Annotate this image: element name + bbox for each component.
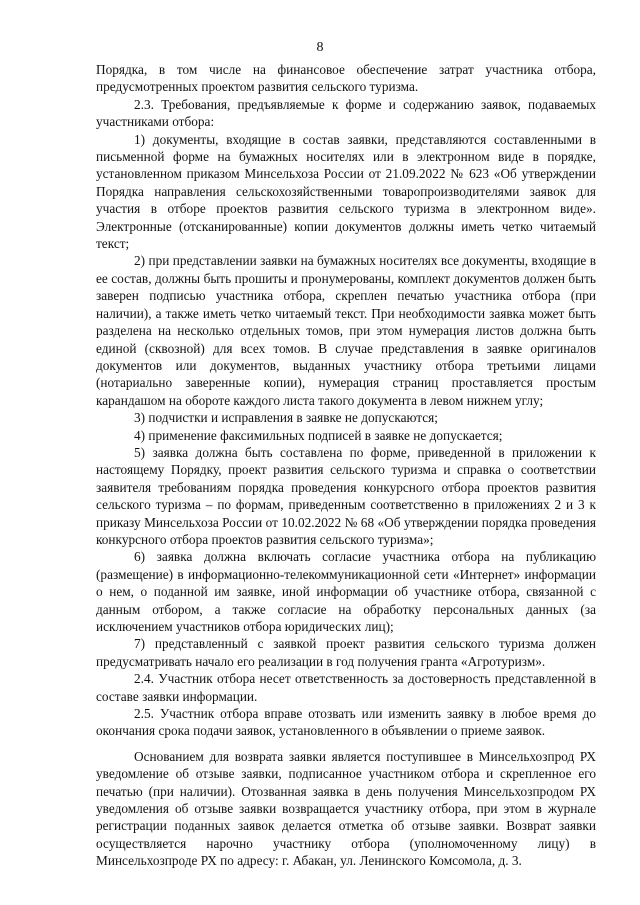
paragraph-item-4: 4) применение факсимильных подписей в заявке не допускается;	[134, 427, 503, 443]
paragraph-item-7: 7) представленный с заявкой проект развития сельского туризма должен предусматривать начало его реализации в год получения гранта «Агротуризм».	[96, 636, 596, 669]
paragraph-item-6: 6) заявка должна включать согласие участника отбора на публикацию (размещение) в информационно-телекоммуникационной сети «Интернет» информации о нем, о поданной им заявке, иной информации об участнике отбора, связанной с данным отбором, а также согласие на обработку персональных данных (за исключением участников отбора юридических лиц);	[96, 549, 596, 634]
paragraph-continuation: Порядка, в том числе на финансовое обеспечение затрат участника отбора, предусмотренных проектом развития сельского туризма.	[96, 62, 596, 95]
paragraph-return-basis: Основанием для возврата заявки является поступившее в Минсельхозпрод РХ уведомление об отзыве заявки, подписанное участником отбора и скрепленное его печатью (при наличии). Отозванная заявка в день получения Минсельхозпродом РХ уведомления об отзыве заявки возвращается участнику отбора, при этом в журнале регистрации поданных заявок делается отметка об отзыве заявки. Возврат заявки осуществляется нарочно участнику отбора (уполномоченному лицу) в Минсельхозпроде РХ по адресу: г. Абакан, ул. Ленинского Комсомола, д. 3.	[96, 748, 596, 869]
paragraph-item-5: 5) заявка должна быть составлена по форме, приведенной в приложении к настоящему Порядку, проект развития сельского туризма и справка о соответствии заявителя требованиям порядка проведения конкурсного отбора проектов развития сельского туризма – по формам, приведенным соответственно в приложениях 2 и 3 к приказу Минсельхоза России от 10.02.2022 № 68 «Об утверждении порядка проведения конкурсного отбора проектов развития сельского туризма»;	[96, 444, 596, 547]
paragraph-section-2-5: 2.5. Участник отбора вправе отозвать или изменить заявку в любое время до окончания срока подачи заявок, установленного в объявлении о приеме заявок.	[96, 706, 596, 739]
paragraph-section-2-4: 2.4. Участник отбора несет ответственность за достоверность представленной в составе заявки информации.	[96, 671, 596, 704]
document-body	[96, 61, 596, 870]
page-number: 8	[316, 40, 324, 55]
paragraph-section-2-3: 2.3. Требования, предъявляемые к форме и содержанию заявок, подаваемых участниками отбора:	[96, 96, 596, 130]
paragraph-item-3: 3) подчистки и исправления в заявке не допускаются;	[134, 410, 438, 426]
paragraph-item-1: 1) документы, входящие в состав заявки, представляются составленными в письменной форме на бумажных носителях или в электронном виде в порядке, установленном приказом Минсельхоза России от 21.09.2022 № 623 «Об утверждении Порядка направления сельскохозяйственными товаропроизводителями заявок для участия в отборе проектов развития сельского туризма в электронном виде». Электронные (отсканированные) копии документов должны иметь четко читаемый текст;	[96, 131, 596, 252]
paragraph-item-2: 2) при представлении заявки на бумажных носителях все документы, входящие в ее состав, должны быть прошиты и пронумерованы, комплект документов должен быть заверен подписью участника отбора, скреплен печатью участника отбора (при наличии), а также иметь четко читаемый текст. При необходимости заявка может быть разделена на несколько отдельных томов, при этом нумерация листов должна быть единой (сквозной) для всех томов. В случае представления в заявке оригиналов документов или документов, выданных участнику отбора третьими лицами (нотариально заверенные копии), нумерация страниц проставляется простым карандашом на обороте каждого листа такого документа в левом нижнем углу;	[96, 253, 596, 408]
